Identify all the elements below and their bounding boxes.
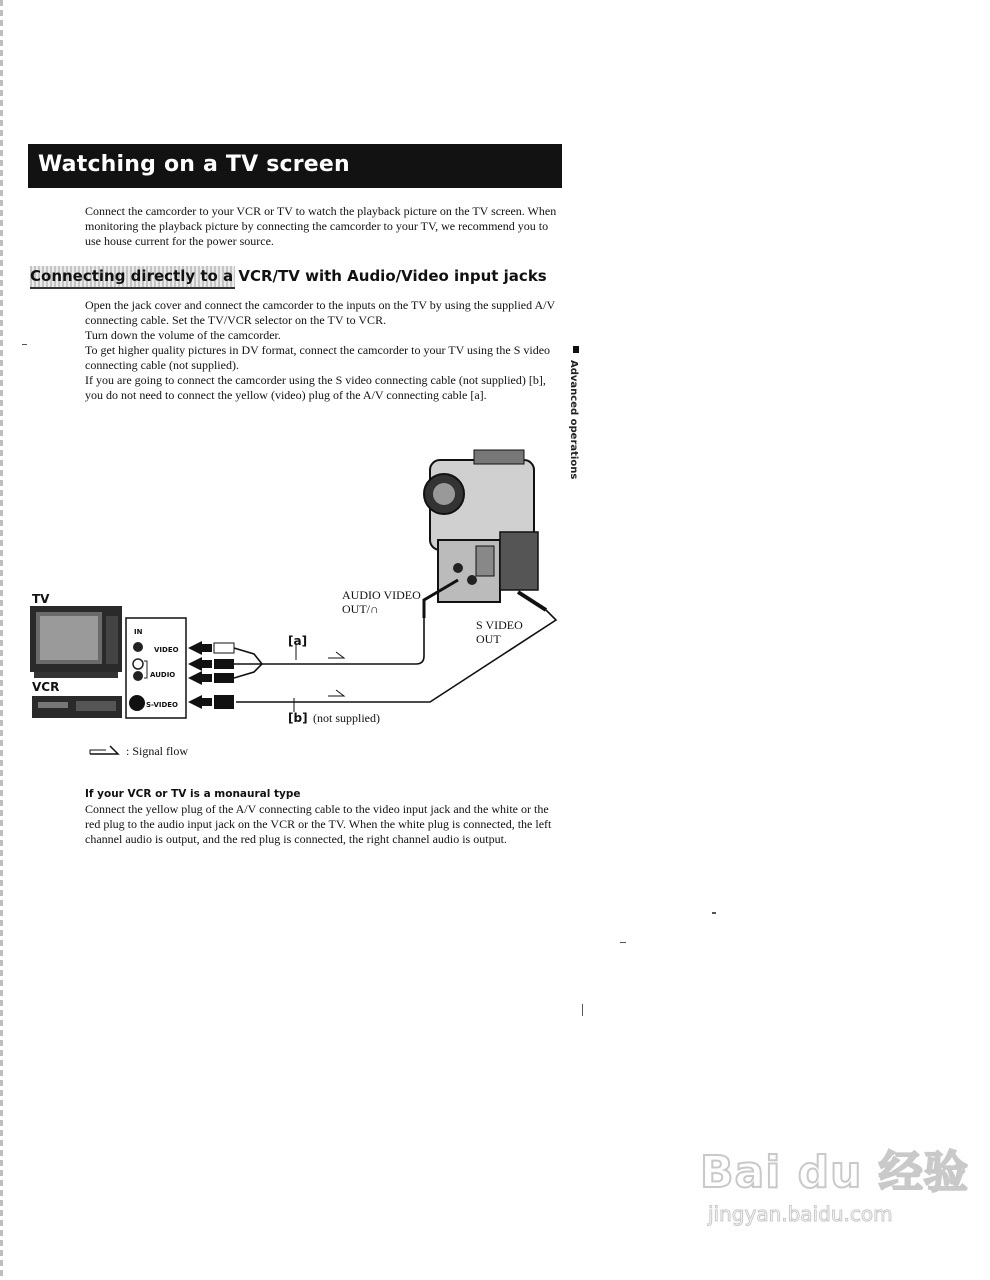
- signal-flow-text: : Signal flow: [126, 744, 188, 758]
- side-tab-label: Advanced operations: [568, 360, 579, 480]
- vcr-label: VCR: [32, 680, 60, 694]
- audio-video-out-label-2: OUT/∩: [342, 602, 379, 616]
- signal-flow-arrow-icon: [88, 742, 124, 760]
- jack-audio-label: AUDIO: [150, 671, 176, 679]
- heading-underline: [30, 287, 235, 289]
- scan-speck: [22, 344, 27, 345]
- signal-flow-legend: [88, 742, 288, 762]
- scan-speck: [620, 942, 626, 943]
- audio-video-out-label-1: AUDIO VIDEO: [342, 588, 421, 602]
- body-paragraph-2: Turn down the volume of the camcorder.: [85, 328, 281, 342]
- section-heading-text: Connecting directly to a VCR/TV with Audio/Video input jacks: [30, 267, 547, 285]
- diagram-drawing: [26, 440, 566, 730]
- page-title: Watching on a TV screen: [38, 152, 350, 177]
- watermark-url: jingyan.baidu.com: [708, 1202, 893, 1226]
- title-bar: [28, 144, 562, 188]
- side-tab: [564, 346, 588, 486]
- body-paragraph-4: If you are going to connect the camcorder using the S video connecting cable (not supplied) [b], you do not need to connect the yellow (video) plug of the A/V connecting cable [a].: [85, 373, 546, 402]
- intro-paragraph: Connect the camcorder to your VCR or TV to watch the playback picture on the TV screen. When monitoring the playback picture by connecting the camcorder to your TV, we recommend you to use house current for the power source.: [85, 204, 557, 248]
- scan-speck: [582, 1004, 583, 1016]
- body-paragraph-3: To get higher quality pictures in DV format, connect the camcorder to your TV using the S video connecting cable (not supplied).: [85, 343, 551, 372]
- jack-svideo-label: S-VIDEO: [146, 701, 179, 709]
- av-plugs: [188, 641, 234, 709]
- monaural-heading: If your VCR or TV is a monaural type: [85, 788, 301, 800]
- jack-video-label: VIDEO: [154, 646, 179, 654]
- cable-a-label: [a]: [288, 634, 308, 648]
- side-tab-marker: [573, 346, 579, 353]
- tv-illustration: [30, 606, 122, 678]
- section-body: [85, 298, 563, 403]
- panel-in-label: IN: [134, 628, 143, 636]
- signal-flow-arrows: [328, 652, 344, 696]
- section-heading: [30, 264, 560, 290]
- monaural-body: Connect the yellow plug of the A/V connecting cable to the video input jack and the white or the red plug to the audio input jack on the VCR or the TV. When the white plug is connected, the left channel audio is output, and the red plug is connected, the right channel audio is output.: [85, 802, 552, 846]
- tv-label: TV: [32, 592, 50, 606]
- camcorder-illustration: [424, 450, 546, 618]
- connection-diagram: [26, 440, 566, 730]
- scan-speck: [712, 912, 716, 914]
- s-video-out-label-2: OUT: [476, 632, 501, 646]
- body-paragraph-1: Open the jack cover and connect the camcorder to the inputs on the TV by using the supplied A/V connecting cable. Set the TV/VCR selector on the TV to VCR.: [85, 298, 555, 327]
- baidu-watermark: [700, 1136, 970, 1246]
- page-edge-rule: [0, 0, 3, 1280]
- cable-b-note: (not supplied): [313, 711, 380, 725]
- cable-b-label: [b]: [288, 711, 308, 725]
- vcr-illustration: [32, 696, 122, 718]
- s-video-out-label-1: S VIDEO: [476, 618, 523, 632]
- watermark-logo: Bai du 经验: [700, 1147, 969, 1198]
